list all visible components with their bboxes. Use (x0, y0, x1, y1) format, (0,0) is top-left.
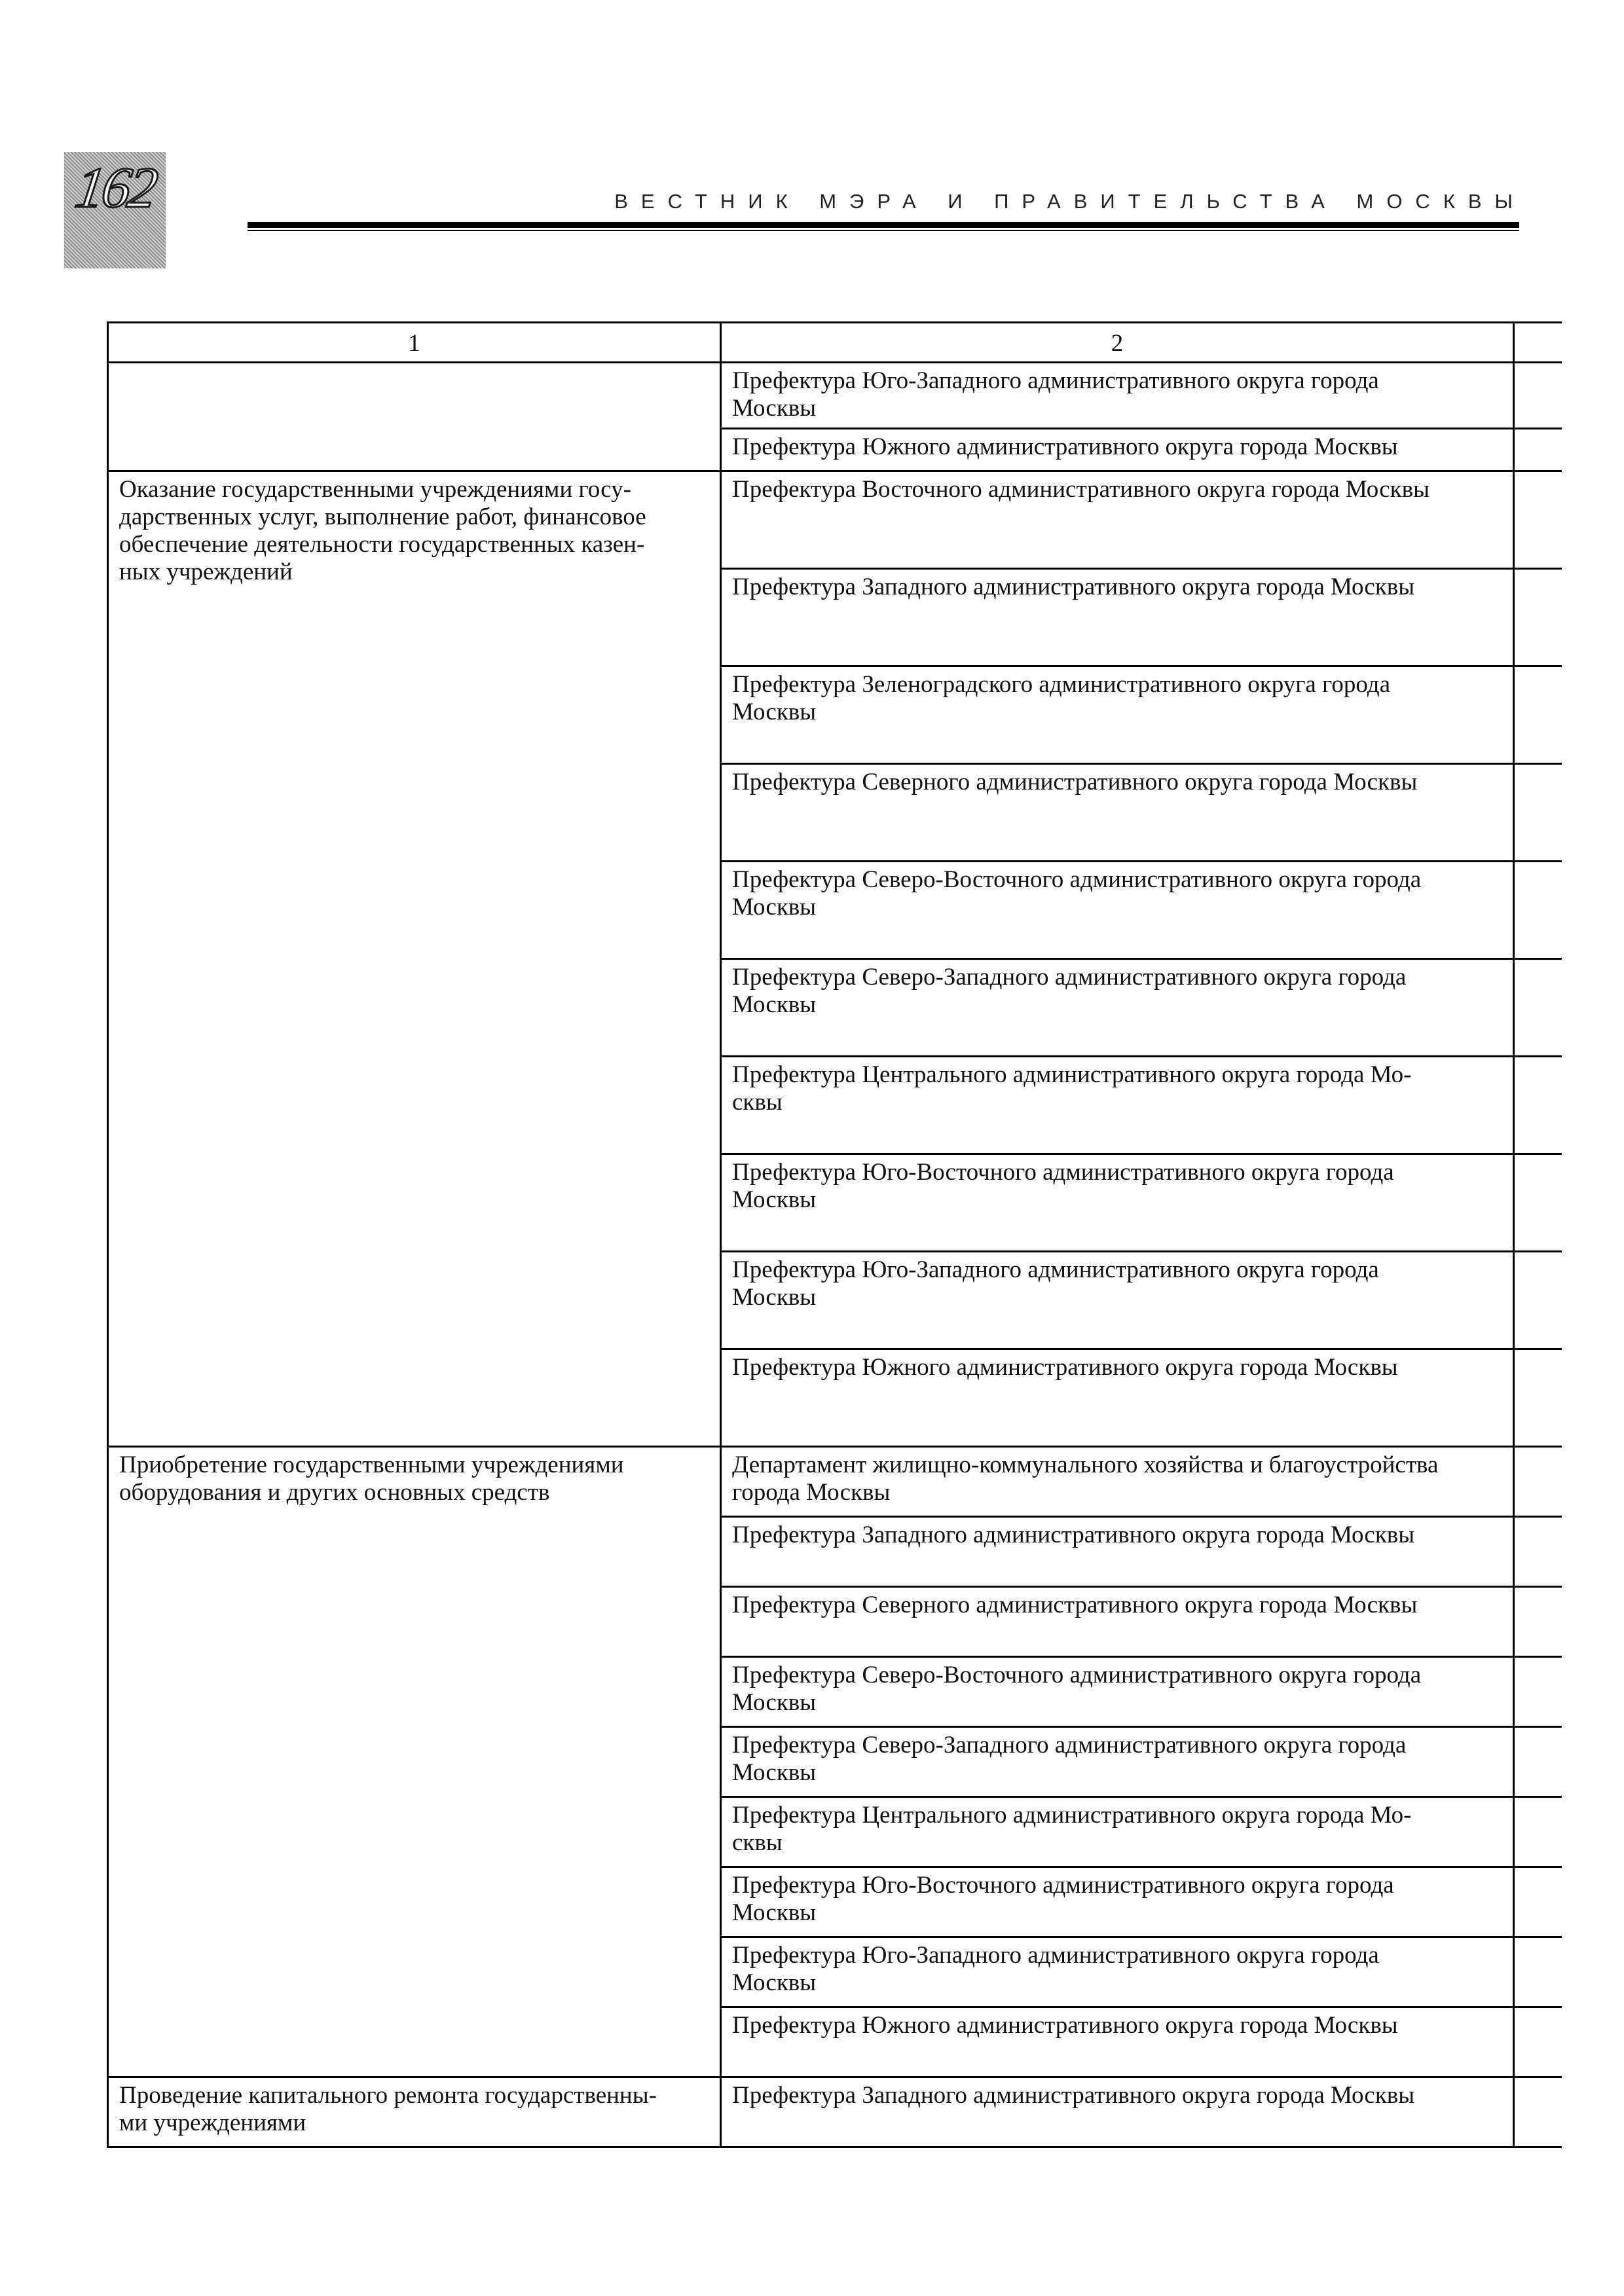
blank-cell (1514, 1447, 1562, 1517)
agency-cell: Префектура Южного административного округа города Москвы (721, 429, 1514, 471)
blank-cell (1514, 1252, 1562, 1349)
blank-cell (1514, 2077, 1562, 2147)
activity-cell: Приобретение государственными учреждениями оборудования и других основных средств (108, 1447, 721, 2077)
blank-cell (1514, 569, 1562, 666)
table-row (108, 1447, 1562, 1517)
blank-cell (1514, 1937, 1562, 2007)
blank-cell (1514, 1349, 1562, 1447)
agency-cell: Префектура Зеленоградского административного округа города Москвы (721, 666, 1514, 764)
blank-cell (1514, 1587, 1562, 1657)
agency-cell: Префектура Восточного административного округа города Москвы (721, 471, 1514, 569)
agency-cell: Префектура Южного административного округа города Москвы (721, 1349, 1514, 1447)
blank-cell (1514, 862, 1562, 959)
page-number-badge (64, 152, 166, 268)
agency-cell: Префектура Юго-Восточного административного округа города Москвы (721, 1154, 1514, 1252)
blank-cell (1514, 959, 1562, 1057)
blank-cell (1514, 1727, 1562, 1797)
agency-cell: Департамент жилищно-коммунального хозяйства и благоустройства города Москвы (721, 1447, 1514, 1517)
agency-cell: Префектура Юго-Западного административного округа города Москвы (721, 1252, 1514, 1349)
journal-title: ВЕСТНИК МЭРА И ПРАВИТЕЛЬСТВА МОСКВЫ (614, 190, 1526, 213)
blank-cell (1514, 764, 1562, 862)
blank-cell (1514, 1657, 1562, 1727)
blank-cell (1514, 471, 1562, 569)
blank-cell (1514, 1057, 1562, 1154)
blank-cell (1514, 666, 1562, 764)
agency-cell: Префектура Центрального административного округа города Мо- сквы (721, 1797, 1514, 1867)
agency-cell: Префектура Юго-Западного административного округа города Москвы (721, 1937, 1514, 2007)
agency-cell: Префектура Северного административного округа города Москвы (721, 764, 1514, 862)
table-row (108, 363, 1562, 429)
table-row (108, 471, 1562, 569)
table-row (108, 2077, 1562, 2147)
blank-cell (1514, 1154, 1562, 1252)
agency-cell: Префектура Северо-Западного административного округа города Москвы (721, 1727, 1514, 1797)
agency-cell: Префектура Западного административного округа города Москвы (721, 569, 1514, 666)
agency-cell: Префектура Западного административного округа города Москвы (721, 1517, 1514, 1587)
agency-cell: Префектура Центрального административного округа города Мо- сквы (721, 1057, 1514, 1154)
agency-cell: Префектура Юго-Западного административного округа города Москвы (721, 363, 1514, 429)
table-header-row (108, 323, 1562, 363)
budget-table (107, 321, 1562, 2148)
agency-cell: Префектура Северного административного округа города Москвы (721, 1587, 1514, 1657)
column-header (1514, 323, 1562, 363)
blank-cell (1514, 429, 1562, 471)
column-header: 2 (721, 323, 1514, 363)
activity-cell: Оказание государственными учреждениями госу- дарственных услуг, выполнение работ, финансовое обеспечение деятельности государственных казен- ных учреждений (108, 471, 721, 1447)
header-rule-thin (248, 230, 1519, 231)
activity-cell: Проведение капитального ремонта государственны- ми учреждениями (108, 2077, 721, 2147)
header-rule (248, 222, 1519, 228)
agency-cell: Префектура Северо-Западного административного округа города Москвы (721, 959, 1514, 1057)
blank-cell (1514, 1867, 1562, 1937)
agency-cell: Префектура Юго-Восточного административного округа города Москвы (721, 1867, 1514, 1937)
page-number: 162 (71, 156, 159, 220)
agency-cell: Префектура Западного административного округа города Москвы (721, 2077, 1514, 2147)
blank-cell (1514, 363, 1562, 429)
blank-cell (1514, 1797, 1562, 1867)
blank-cell (1514, 1517, 1562, 1587)
column-header: 1 (108, 323, 721, 363)
agency-cell: Префектура Северо-Восточного административного округа города Москвы (721, 1657, 1514, 1727)
blank-cell (1514, 2007, 1562, 2077)
activity-cell (108, 363, 721, 471)
agency-cell: Префектура Южного административного округа города Москвы (721, 2007, 1514, 2077)
agency-cell: Префектура Северо-Восточного административного округа города Москвы (721, 862, 1514, 959)
